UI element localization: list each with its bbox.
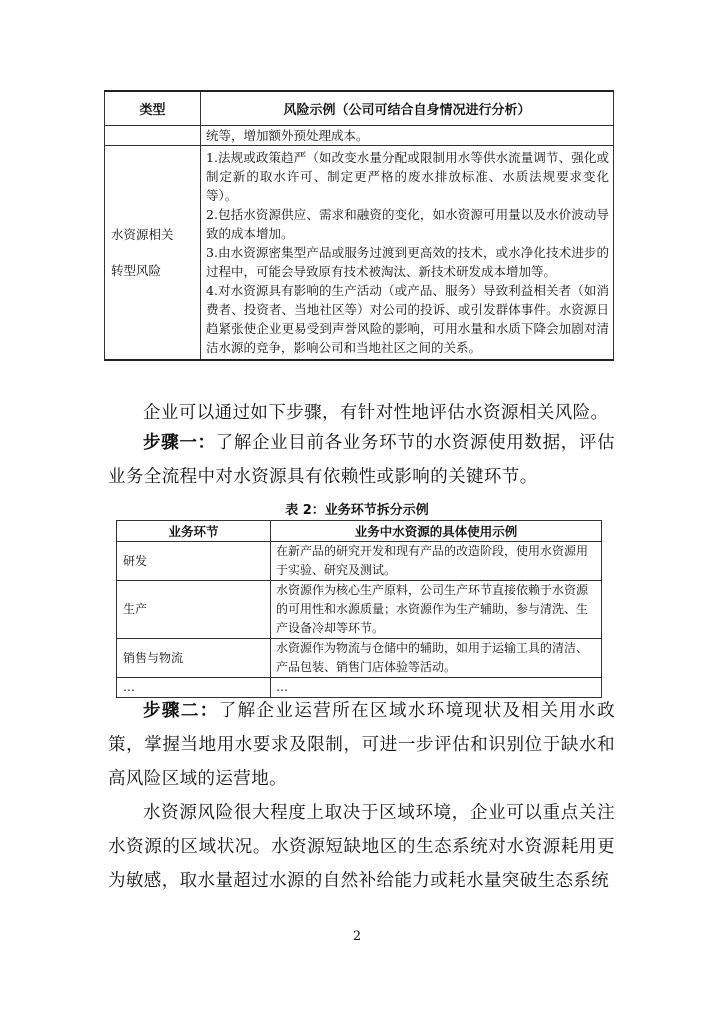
empty-cell (105, 126, 201, 146)
section-name: 研发 (117, 542, 271, 581)
step1-text: 了解企业目前各业务环节的水资源使用数据，评估业务全流程中对水资源具有依赖性或影响的关键环节。 (108, 433, 615, 487)
regional-paragraph: 水资源风险很大程度上取决于区域环境，企业可以重点关注水资源的区域状况。水资源短缺地区的生态系统对水资源耗用更为敏感，取水量超过水源的自然补给能力或耗水量突破生态系统 (108, 803, 615, 891)
step2-label: 步骤二： (143, 701, 219, 721)
usage-example: 水资源作为物流与仓储中的辅助，如用于运输工具的清洁、产品包装、销售门店体验等活动。 (271, 639, 602, 678)
table-row (105, 146, 614, 361)
table-header-row (105, 91, 614, 126)
step2-text: 了解企业运营所在区域水环境现状及相关用水政策，掌握当地用水要求及限制，可进一步评估和识别位于缺水和高风险区域的运营地。 (108, 701, 615, 789)
risk-table (104, 90, 614, 361)
table2-caption: 表 2：业务环节拆分示例 (285, 503, 429, 518)
category-line-1: 水资源相关 (111, 226, 174, 242)
header-usage-example: 业务中水资源的具体使用示例 (271, 521, 602, 542)
risk-item: 2.包括水资源供应、需求和融资的变化，如水资源可用量以及水价波动导致的成本增加。 (206, 207, 609, 241)
risk-item: 4.对水资源具有影响的生产活动（或产品、服务）导致利益相关者（如消费者、投资者、当地社区等）对公司的投诉、或引发群体事件。水资源日趋紧张使企业更易受到声誉风险的影响，可用水量和水质下降会加剧对清洁水源的竞争，影响公司和当地社区之间的关系。 (206, 283, 609, 355)
step1-paragraph (108, 426, 615, 494)
header-risk-example: 风险示例（公司可结合自身情况进行分析） (201, 91, 614, 126)
page-number: 2 (352, 929, 362, 944)
section-name: 生产 (117, 581, 271, 639)
table-row (117, 581, 602, 639)
step2-paragraph (108, 694, 615, 796)
header-section: 业务环节 (117, 521, 271, 542)
table-row (117, 639, 602, 678)
risk-item: 1.法规或政策趋严（如改变水量分配或限制用水等供水流量调节、强化或制定新的取水许可、制定更严格的废水排放标准、水质法规要求变化等）。 (206, 150, 609, 203)
risk-item: 3.由水资源密集型产品或服务过渡到更高效的技术，或水净化技术进步的过程中，可能会导致原有技术被淘汰、新技术研发成本增加等。 (206, 245, 609, 279)
usage-example: 水资源作为核心生产原料，公司生产环节直接依赖于水资源的可用性和水源质量；水资源作为生产辅助，参与清洗、生产设备冷却等环节。 (271, 581, 602, 639)
intro-paragraph: 企业可以通过如下步骤，有针对性地评估水资源相关风险。 (143, 403, 609, 423)
usage-example: … (271, 678, 602, 698)
step1-label: 步骤一： (143, 433, 216, 453)
header-type: 类型 (105, 91, 201, 126)
risk-category (105, 146, 201, 361)
section-name: … (117, 678, 271, 698)
table-row (117, 542, 602, 581)
continuation-text: 统等，增加额外预处理成本。 (201, 126, 614, 146)
business-section-table (116, 520, 602, 698)
table-row (105, 126, 614, 146)
category-line-2: 转型风险 (111, 262, 162, 278)
risk-examples (201, 146, 614, 361)
usage-example: 在新产品的研究开发和现有产品的改造阶段，使用水资源用于实验、研究及测试。 (271, 542, 602, 581)
table-header-row (117, 521, 602, 542)
section-name: 销售与物流 (117, 639, 271, 678)
